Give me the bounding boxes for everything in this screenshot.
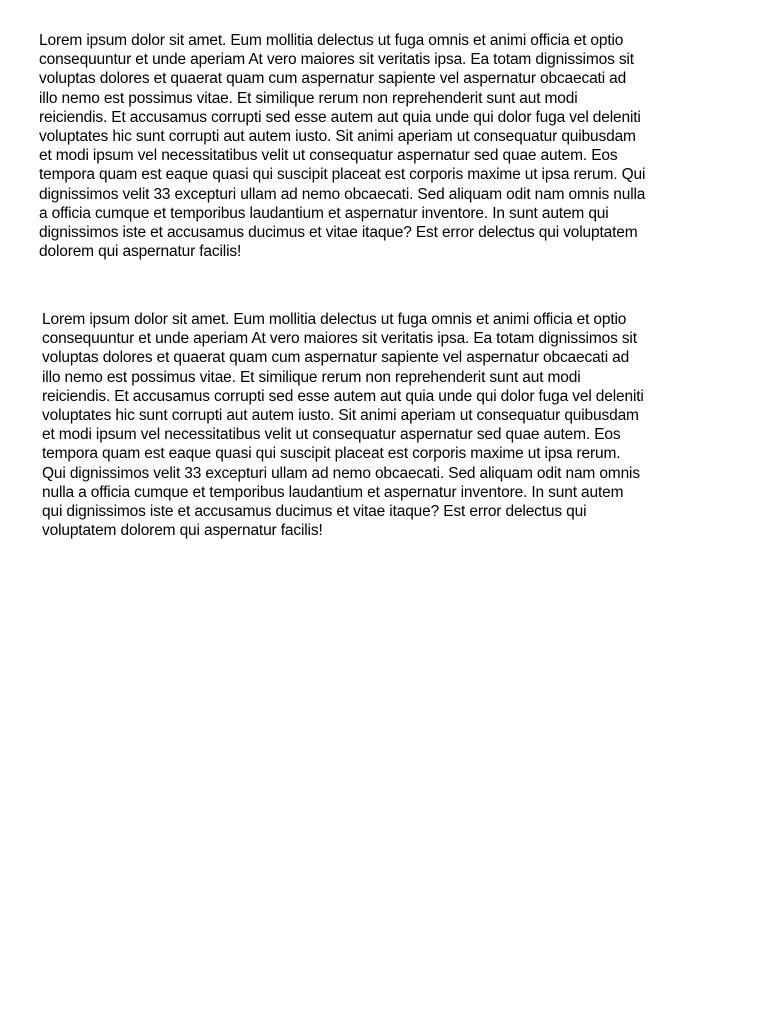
paragraph-line: et modi ipsum vel necessitatibus velit ut consequatur aspernatur sed quae autem. Eos (39, 147, 618, 165)
paragraph-line: reiciendis. Et accusamus corrupti sed esse autem aut quia unde qui dolor fuga vel deleniti (39, 108, 641, 126)
paragraph-line: a officia cumque et temporibus laudantium et aspernatur inventore. In sunt autem qui (39, 204, 609, 222)
paragraph-line: reiciendis. Et accusamus corrupti sed esse autem aut quia unde qui dolor fuga vel deleniti (42, 387, 644, 405)
paragraph-line: Qui dignissimos velit 33 excepturi ullam ad nemo obcaecati. Sed aliquam odit nam omnis (42, 464, 640, 482)
paragraph-line: tempora quam est eaque quasi qui suscipit placeat est corporis maxime ut ipsa rerum. Qui (39, 166, 646, 184)
paragraph-line: dolorem qui aspernatur facilis! (39, 243, 242, 261)
paragraph-line: dignissimos iste et accusamus ducimus et vitae itaque? Est error delectus qui voluptatem (39, 224, 638, 242)
paragraph-line: voluptas dolores et quaerat quam cum aspernatur sapiente vel aspernatur obcaecati ad (42, 349, 630, 367)
paragraph-line: consequuntur et unde aperiam At vero maiores sit veritatis ipsa. Ea totam dignissimos sit (39, 51, 634, 69)
paragraph-line: illo nemo est possimus vitae. Et similique rerum non reprehenderit sunt aut modi (42, 368, 581, 386)
paragraph-line: consequuntur et unde aperiam At vero maiores sit veritatis ipsa. Ea totam dignissimos sit (42, 330, 637, 348)
paragraph-line: Lorem ipsum dolor sit amet. Eum mollitia delectus ut fuga omnis et animi officia et optio (39, 32, 624, 49)
paragraph-line: Lorem ipsum dolor sit amet. Eum mollitia delectus ut fuga omnis et animi officia et optio (42, 311, 627, 328)
paragraph-line: dignissimos velit 33 excepturi ullam ad nemo obcaecati. Sed aliquam odit nam omnis nulla (39, 185, 646, 203)
paragraph-1 (39, 31, 751, 261)
paragraph-line: voluptas dolores et quaerat quam cum aspernatur sapiente vel aspernatur obcaecati ad (39, 70, 627, 88)
paragraph-line: voluptates hic sunt corrupti aut autem iusto. Sit animi aperiam ut consequatur quibusdam (42, 407, 639, 425)
paragraph-2 (42, 310, 754, 540)
paragraph-line: illo nemo est possimus vitae. Et similique rerum non reprehenderit sunt aut modi (39, 89, 578, 107)
paragraph-line: tempora quam est eaque quasi qui suscipit placeat est corporis maxime ut ipsa rerum. (42, 445, 621, 463)
paragraph-line: voluptatem dolorem qui aspernatur facilis! (42, 522, 323, 540)
paragraph-line: nulla a officia cumque et temporibus laudantium et aspernatur inventore. In sunt autem (42, 483, 624, 501)
paragraph-line: voluptates hic sunt corrupti aut autem iusto. Sit animi aperiam ut consequatur quibusdam (39, 128, 636, 146)
paragraph-line: qui dignissimos iste et accusamus ducimus et vitae itaque? Est error delectus qui (42, 503, 587, 521)
paragraph-line: et modi ipsum vel necessitatibus velit ut consequatur aspernatur sed quae autem. Eos (42, 426, 621, 444)
